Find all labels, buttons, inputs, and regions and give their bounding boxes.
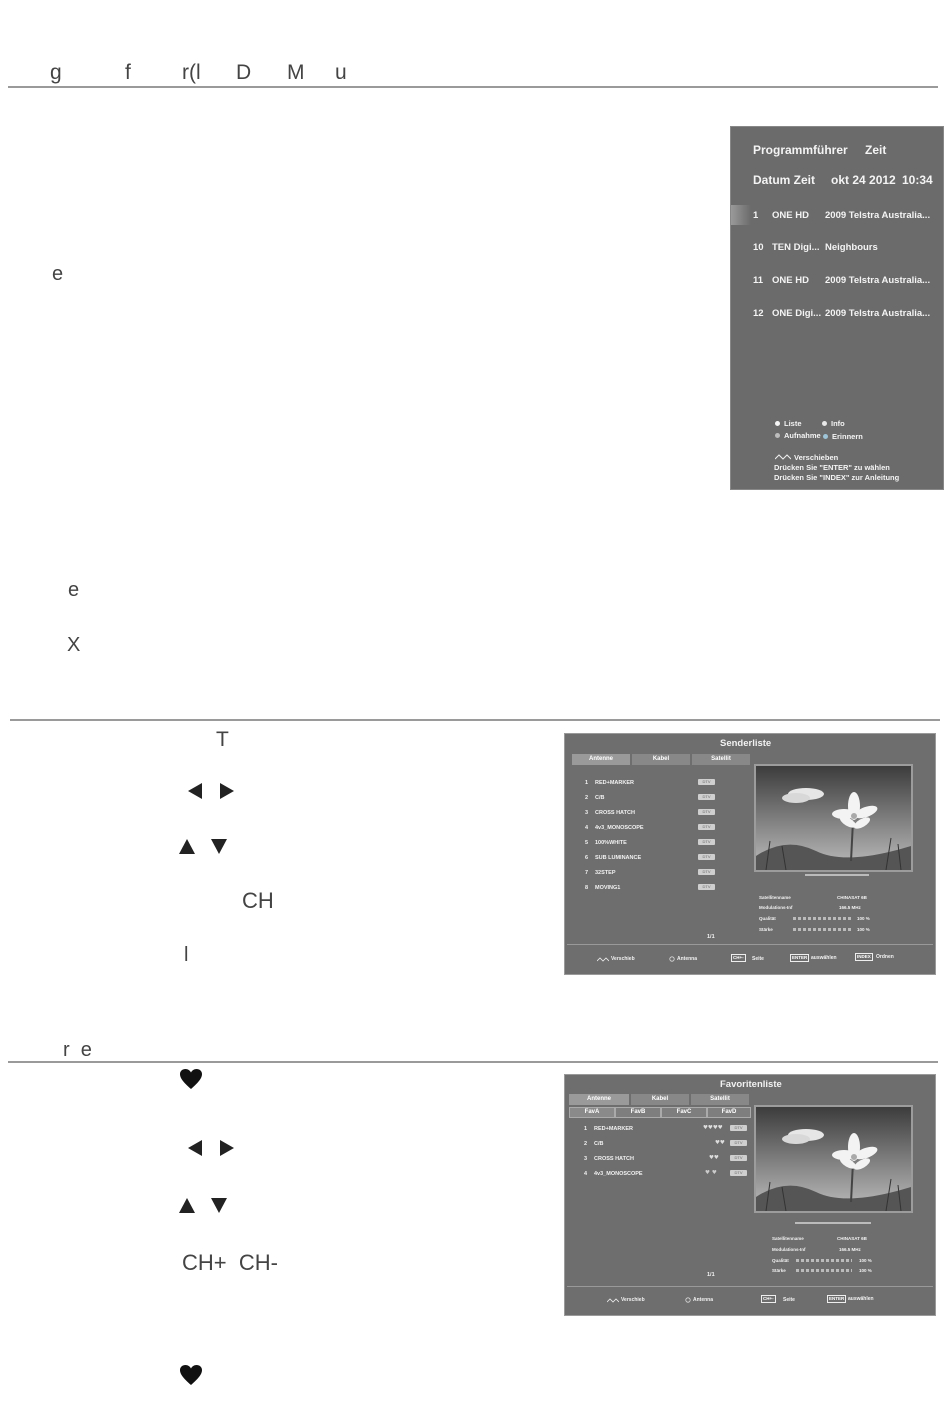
channel-num: 2 [584,1141,588,1147]
channel-num: 1 [585,780,589,786]
text-fragment: T [216,728,229,751]
channel-name: MOVING1 [595,885,621,891]
epg-title-right: Zeit [865,143,887,157]
legend-enter-hint: Drücken Sie "ENTER" zu wählen [774,463,890,472]
footer-auswaehlen: auswählen [848,1296,874,1302]
channel-num: 5 [585,840,589,846]
footer-verschieb: Verschieb [621,1297,645,1303]
footer-ordnen: Ordnen [876,954,894,960]
dtv-badge: DTV [698,824,715,830]
erinnern-dot-icon [823,434,828,439]
channel-num: 4 [585,825,589,831]
epg-row-channel: TEN Digi... [772,242,820,253]
epg-row-channel: ONE HD [772,275,809,286]
channel-num: 2 [585,795,589,801]
navigate-arrows-icon [597,957,609,962]
tab-antenne[interactable]: Antenne [572,754,630,765]
info-qual-value: 100 % [857,916,870,921]
channel-num: 1 [584,1126,588,1132]
channel-name: C/B [594,1141,604,1147]
fav-hearts-icon: ♥ ♥ [705,1170,717,1176]
dtv-badge: DTV [730,1140,747,1146]
footer-auswaehlen: auswählen [811,955,837,961]
navigate-arrows-icon [775,454,791,460]
epg-date-value: okt 24 2012 [831,173,896,187]
info-qual-label: Qualität [772,1258,789,1263]
dtv-badge: DTV [698,854,715,860]
epg-row-num: 1 [753,210,759,221]
strength-bar [793,928,851,931]
aufnahme-dot-icon [775,433,780,438]
footer-antenna: Antenna [693,1297,713,1303]
page-indicator: 1/1 [707,934,715,940]
epg-row-channel: ONE Digi... [772,308,822,319]
text-fragment: e [68,579,80,601]
info-str-value: 100 % [859,1268,872,1273]
channel-name: 4v3_MONOSCOPE [595,825,644,831]
ch-key-icon: CH+- [733,955,744,960]
channel-name: 4v3_MONOSCOPE [594,1171,643,1177]
favoritenliste-title: Favoritenliste [720,1079,782,1090]
page-indicator: 1/1 [707,1272,715,1278]
antenna-circle-icon [669,956,675,962]
flower-picture-icon [756,766,911,870]
footer-antenna: Antenna [677,956,697,962]
channel-num: 3 [584,1156,588,1162]
channel-name: RED+MARKER [594,1126,633,1132]
up-down-arrows-icon [178,1196,230,1214]
fav-heading-fragment: r e [63,1039,92,1061]
footer-verschieb: Verschieb [611,956,635,962]
header-fragment: M [287,61,305,84]
favoritenliste-screen [564,1074,936,1316]
header-fragment: g [50,61,62,84]
epg-row-num: 11 [753,275,764,286]
info-mod-label: Modulations-Inf [759,905,793,910]
epg-row-program: 2009 Telstra Australia... [825,210,931,221]
info-sat-value: CHINASAT 6B [837,895,867,900]
epg-row-program: 2009 Telstra Australia... [825,308,931,319]
header-fragment: f [125,61,131,84]
strength-bar [796,1269,852,1272]
text-fragment: l [184,944,189,966]
channel-num: 8 [585,885,589,891]
epg-row-channel: ONE HD [772,210,809,221]
dtv-badge: DTV [698,839,715,845]
tab-favc[interactable]: FavC [661,1107,707,1118]
senderliste-title: Senderliste [720,738,772,749]
info-str-value: 100 % [857,927,870,932]
index-key-icon: INDEX [857,954,871,959]
channel-name: RED+MARKER [595,780,634,786]
epg-row-highlight [731,205,751,225]
epg-screen [730,126,944,490]
info-sat-label: Satellitenname [772,1236,804,1241]
info-sat-value: CHINASAT 6B [837,1236,867,1241]
channel-name: 32STEP [595,870,616,876]
channel-num: 4 [584,1171,588,1177]
header-fragment: D [236,61,252,84]
chplus-chminus-label: CH+ CH- [182,1250,278,1275]
dtv-badge: DTV [698,884,715,890]
tab-antenne[interactable]: Antenne [569,1094,629,1105]
channel-name: C/B [595,795,605,801]
info-sat-label: Satellitenname [759,895,791,900]
left-right-arrows-icon [186,782,236,800]
text-fragment: X [67,634,81,656]
heart-icon [179,1068,203,1090]
dtv-badge: DTV [698,869,715,875]
tab-fava[interactable]: FavA [569,1107,615,1118]
ch-label: CH [242,888,274,913]
preview-stand [805,874,869,876]
info-mod-value: 166.5 MHz [839,905,861,910]
left-right-arrows-icon [186,1139,236,1157]
epg-time-value: 10:34 [902,173,933,187]
quality-bar [796,1259,852,1262]
legend-erinnern[interactable]: Erinnern [832,432,863,441]
legend-info[interactable]: Info [831,419,845,428]
legend-index-hint: Drücken Sie "INDEX" zur Anleitung [774,473,900,482]
enter-key-icon: ENTER [792,955,808,960]
preview-stand [795,1222,871,1224]
legend-verschieben: Verschieben [794,453,839,462]
text-fragment: e [52,263,64,285]
section-divider [10,719,940,721]
channel-name: CROSS HATCH [595,810,635,816]
navigate-arrows-icon [607,1298,619,1303]
tab-satellit[interactable]: Satellit [691,1094,749,1105]
tab-kabel[interactable]: Kabel [631,1094,689,1105]
info-qual-label: Qualität [759,916,776,921]
up-down-arrows-icon [178,837,230,855]
senderliste-screen [564,733,936,975]
fav-hearts-icon: ♥♥ [715,1140,725,1146]
legend-liste[interactable]: Liste [784,419,802,428]
header-divider [8,86,938,88]
footer-seite: Seite [783,1297,795,1303]
header-fragment: u [335,61,347,84]
liste-dot-icon [775,421,780,426]
antenna-circle-icon [685,1297,691,1303]
info-str-label: Stärke [772,1268,786,1273]
epg-title: Programmführer [753,143,848,157]
dtv-badge: DTV [698,794,715,800]
legend-aufnahme[interactable]: Aufnahme [784,431,821,440]
tab-favb[interactable]: FavB [615,1107,661,1118]
tab-satellit[interactable]: Satellit [692,754,750,765]
footer-divider [567,1286,933,1287]
dtv-badge: DTV [730,1155,747,1161]
dtv-badge: DTV [698,779,715,785]
preview-image [754,764,913,872]
section-divider [8,1061,938,1063]
footer-divider [567,944,933,945]
channel-num: 7 [585,870,589,876]
tab-favd[interactable]: FavD [707,1107,751,1118]
heart-icon [179,1364,203,1386]
tab-kabel[interactable]: Kabel [632,754,690,765]
info-mod-label: Modulations-Inf [772,1247,806,1252]
epg-date-label: Datum Zeit [753,173,816,187]
channel-num: 3 [585,810,589,816]
dtv-badge: DTV [730,1170,747,1176]
epg-row-num: 12 [753,308,764,319]
info-qual-value: 100 % [859,1258,872,1263]
channel-num: 6 [585,855,589,861]
info-dot-icon [822,421,827,426]
epg-row-program: Neighbours [825,242,878,253]
preview-image [754,1105,913,1213]
channel-name: 100%WHITE [595,840,627,846]
flower-picture-icon [756,1107,911,1211]
footer-seite: Seite [752,956,764,962]
quality-bar [793,917,851,920]
info-mod-value: 166.5 MHz [839,1247,861,1252]
ch-key-icon: CH+- [763,1296,774,1301]
epg-row-program: 2009 Telstra Australia... [825,275,931,286]
dtv-badge: DTV [698,809,715,815]
info-str-label: Stärke [759,927,773,932]
fav-hearts-icon: ♥♥♥♥ [703,1125,723,1131]
header-fragment: r(l [182,61,201,84]
dtv-badge: DTV [730,1125,747,1131]
enter-key-icon: ENTER [829,1296,845,1301]
fav-hearts-icon: ♥♥ [709,1155,719,1161]
channel-name: CROSS HATCH [594,1156,634,1162]
epg-row-num: 10 [753,242,764,253]
channel-name: SUB LUMINANCE [595,855,642,861]
